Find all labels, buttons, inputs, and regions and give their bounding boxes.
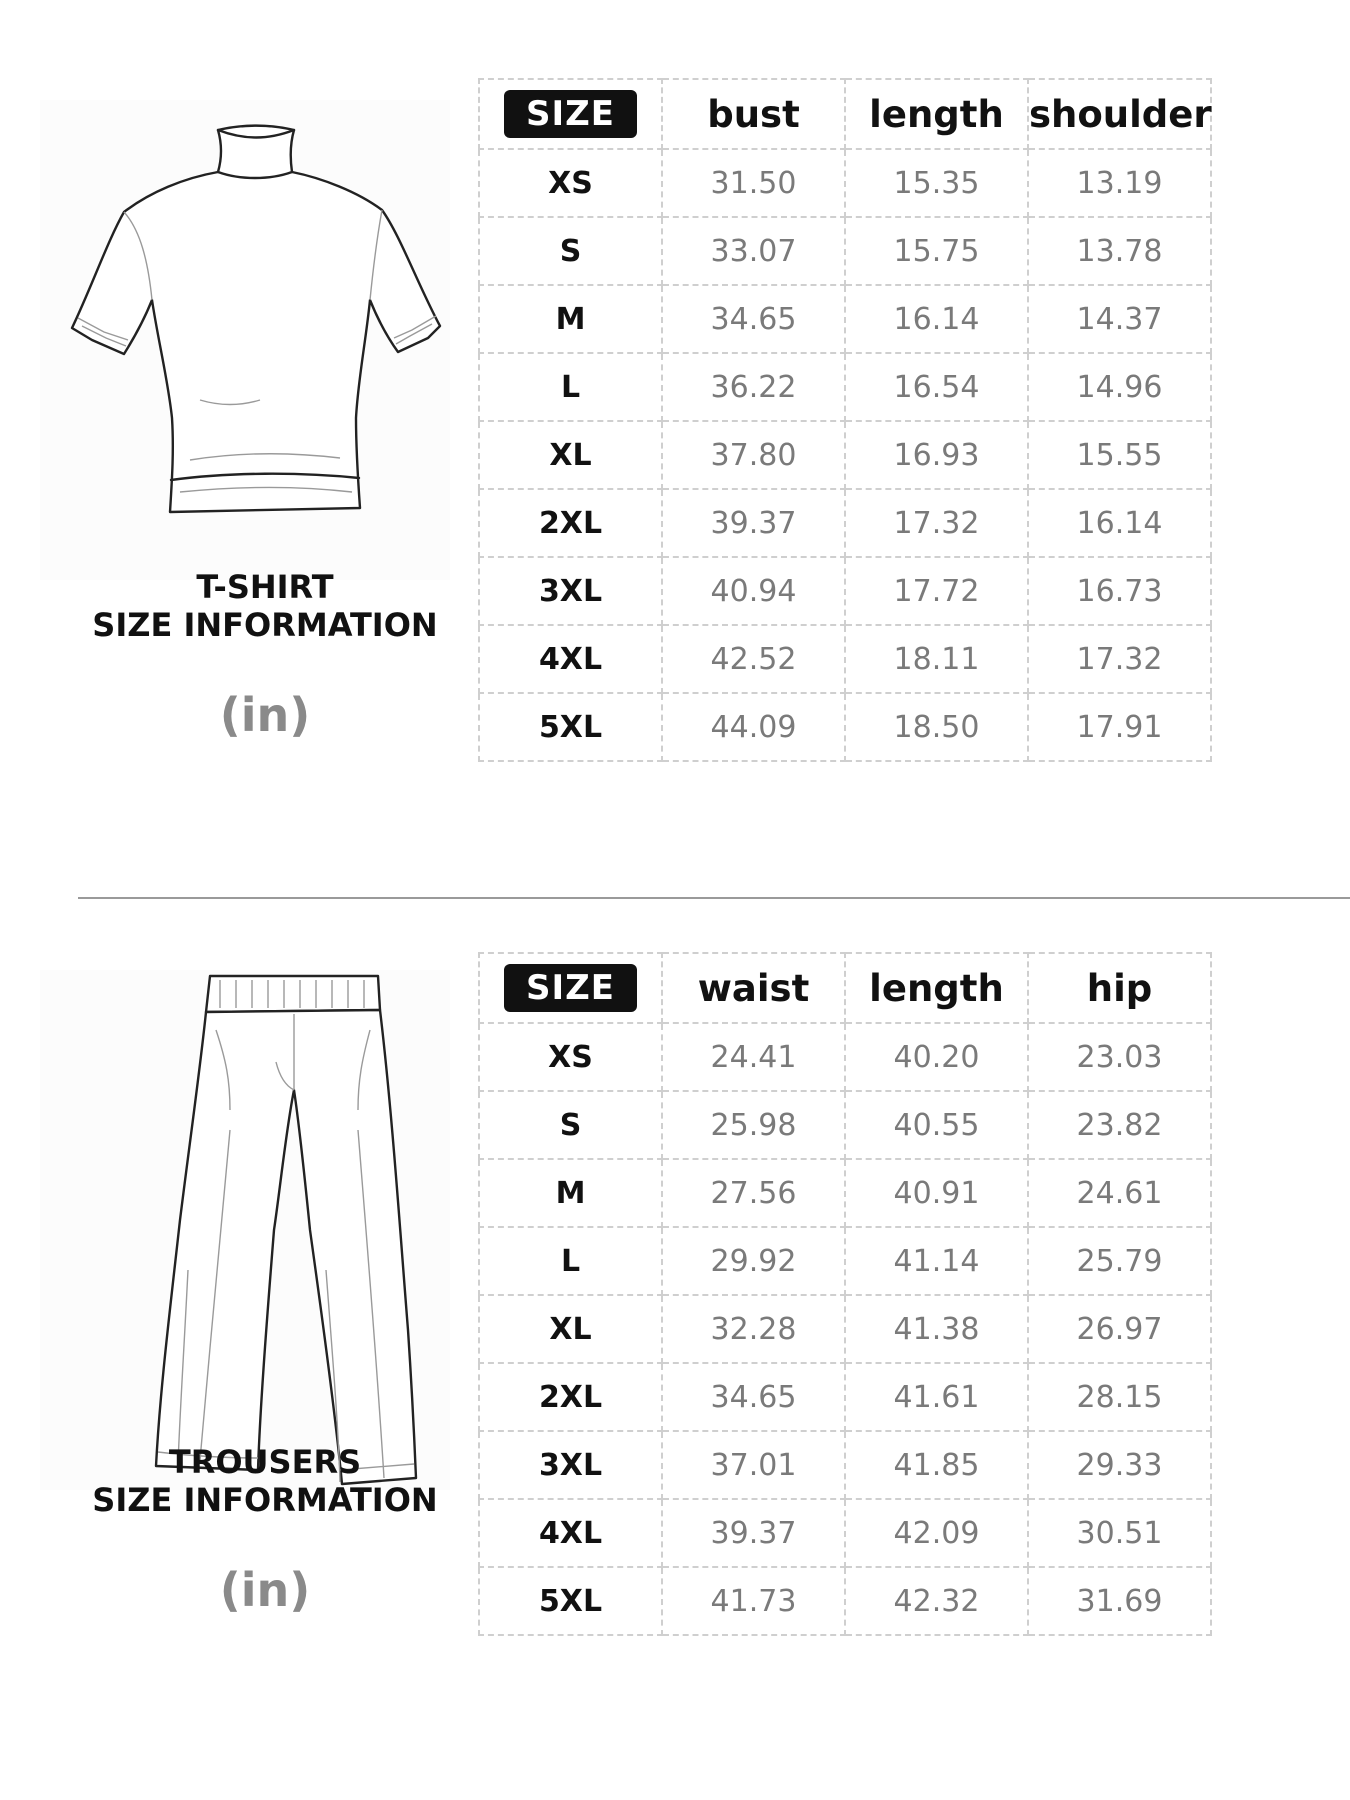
waist-header: waist <box>662 953 845 1023</box>
hip-cell: 25.79 <box>1028 1227 1211 1295</box>
table-row <box>479 285 1211 353</box>
waist-cell: 34.65 <box>662 1363 845 1431</box>
table-row <box>479 693 1211 761</box>
tshirt-caption-subtitle: SIZE INFORMATION <box>92 606 438 644</box>
shoulder-cell: 13.19 <box>1028 149 1211 217</box>
length-cell: 15.35 <box>845 149 1028 217</box>
table-row <box>479 1295 1211 1363</box>
table-row <box>479 1363 1211 1431</box>
table-row <box>479 1091 1211 1159</box>
bust-cell: 33.07 <box>662 217 845 285</box>
length-cell: 42.32 <box>845 1567 1028 1635</box>
size-cell: 2XL <box>479 1363 662 1431</box>
length-cell: 40.20 <box>845 1023 1028 1091</box>
length-cell: 40.55 <box>845 1091 1028 1159</box>
size-header <box>479 79 662 149</box>
length-cell: 15.75 <box>845 217 1028 285</box>
hip-cell: 29.33 <box>1028 1431 1211 1499</box>
tshirt-icon <box>40 100 450 580</box>
bust-cell: 34.65 <box>662 285 845 353</box>
length-cell: 16.54 <box>845 353 1028 421</box>
shoulder-cell: 17.32 <box>1028 625 1211 693</box>
hip-cell: 23.03 <box>1028 1023 1211 1091</box>
length-cell: 42.09 <box>845 1499 1028 1567</box>
size-cell: L <box>479 353 662 421</box>
waist-cell: 37.01 <box>662 1431 845 1499</box>
length-cell: 41.38 <box>845 1295 1028 1363</box>
table-row <box>479 557 1211 625</box>
table-row <box>479 1227 1211 1295</box>
size-cell: 3XL <box>479 557 662 625</box>
table-row <box>479 625 1211 693</box>
length-cell: 41.61 <box>845 1363 1028 1431</box>
length-cell: 18.11 <box>845 625 1028 693</box>
trousers-illustration <box>40 970 450 1490</box>
hip-cell: 26.97 <box>1028 1295 1211 1363</box>
length-cell: 40.91 <box>845 1159 1028 1227</box>
size-cell: S <box>479 217 662 285</box>
tshirt-caption <box>40 568 490 644</box>
tshirt-size-table <box>478 78 1212 762</box>
hip-cell: 30.51 <box>1028 1499 1211 1567</box>
size-cell: XL <box>479 1295 662 1363</box>
length-cell: 16.93 <box>845 421 1028 489</box>
trousers-unit-label: (in) <box>219 1563 311 1617</box>
hip-cell: 23.82 <box>1028 1091 1211 1159</box>
shoulder-header: shoulder <box>1028 79 1211 149</box>
shoulder-cell: 17.91 <box>1028 693 1211 761</box>
trousers-caption-subtitle: SIZE INFORMATION <box>92 1481 438 1519</box>
shoulder-cell: 14.96 <box>1028 353 1211 421</box>
bust-header: bust <box>662 79 845 149</box>
waist-cell: 39.37 <box>662 1499 845 1567</box>
trousers-section <box>0 880 1350 1800</box>
waist-cell: 27.56 <box>662 1159 845 1227</box>
table-row <box>479 1159 1211 1227</box>
length-cell: 16.14 <box>845 285 1028 353</box>
trousers-caption-title: TROUSERS <box>168 1443 362 1481</box>
hip-cell: 28.15 <box>1028 1363 1211 1431</box>
length-cell: 41.14 <box>845 1227 1028 1295</box>
hip-cell: 31.69 <box>1028 1567 1211 1635</box>
shoulder-cell: 16.73 <box>1028 557 1211 625</box>
table-header-row <box>479 79 1211 149</box>
waist-cell: 41.73 <box>662 1567 845 1635</box>
size-header-badge: SIZE <box>504 90 637 138</box>
bust-cell: 37.80 <box>662 421 845 489</box>
tshirt-illustration <box>40 100 450 580</box>
table-header-row <box>479 953 1211 1023</box>
tshirt-section <box>0 0 1350 880</box>
table-row <box>479 489 1211 557</box>
size-cell: L <box>479 1227 662 1295</box>
tshirt-caption-title: T-SHIRT <box>196 568 334 606</box>
waist-cell: 25.98 <box>662 1091 845 1159</box>
length-cell: 17.72 <box>845 557 1028 625</box>
bust-cell: 40.94 <box>662 557 845 625</box>
shoulder-cell: 16.14 <box>1028 489 1211 557</box>
hip-cell: 24.61 <box>1028 1159 1211 1227</box>
bust-cell: 39.37 <box>662 489 845 557</box>
bust-cell: 36.22 <box>662 353 845 421</box>
trousers-icon <box>40 970 450 1490</box>
shoulder-cell: 15.55 <box>1028 421 1211 489</box>
size-cell: 5XL <box>479 693 662 761</box>
size-cell: 2XL <box>479 489 662 557</box>
length-header: length <box>845 79 1028 149</box>
table-row <box>479 1499 1211 1567</box>
size-cell: 3XL <box>479 1431 662 1499</box>
table-row <box>479 353 1211 421</box>
size-cell: XS <box>479 1023 662 1091</box>
table-row <box>479 1023 1211 1091</box>
size-header-badge: SIZE <box>504 964 637 1012</box>
shoulder-cell: 14.37 <box>1028 285 1211 353</box>
length-cell: 18.50 <box>845 693 1028 761</box>
bust-cell: 31.50 <box>662 149 845 217</box>
table-row <box>479 421 1211 489</box>
size-cell: 4XL <box>479 1499 662 1567</box>
size-header <box>479 953 662 1023</box>
trousers-size-table <box>478 952 1212 1636</box>
bust-cell: 44.09 <box>662 693 845 761</box>
waist-cell: 29.92 <box>662 1227 845 1295</box>
table-row <box>479 1431 1211 1499</box>
hip-header: hip <box>1028 953 1211 1023</box>
length-header: length <box>845 953 1028 1023</box>
size-cell: S <box>479 1091 662 1159</box>
size-cell: XL <box>479 421 662 489</box>
table-row <box>479 1567 1211 1635</box>
size-cell: 5XL <box>479 1567 662 1635</box>
length-cell: 41.85 <box>845 1431 1028 1499</box>
waist-cell: 32.28 <box>662 1295 845 1363</box>
size-cell: 4XL <box>479 625 662 693</box>
table-row <box>479 217 1211 285</box>
size-cell: M <box>479 1159 662 1227</box>
length-cell: 17.32 <box>845 489 1028 557</box>
waist-cell: 24.41 <box>662 1023 845 1091</box>
table-row <box>479 149 1211 217</box>
trousers-caption <box>40 1443 490 1519</box>
shoulder-cell: 13.78 <box>1028 217 1211 285</box>
tshirt-unit-label: (in) <box>219 688 311 742</box>
bust-cell: 42.52 <box>662 625 845 693</box>
size-cell: M <box>479 285 662 353</box>
size-cell: XS <box>479 149 662 217</box>
